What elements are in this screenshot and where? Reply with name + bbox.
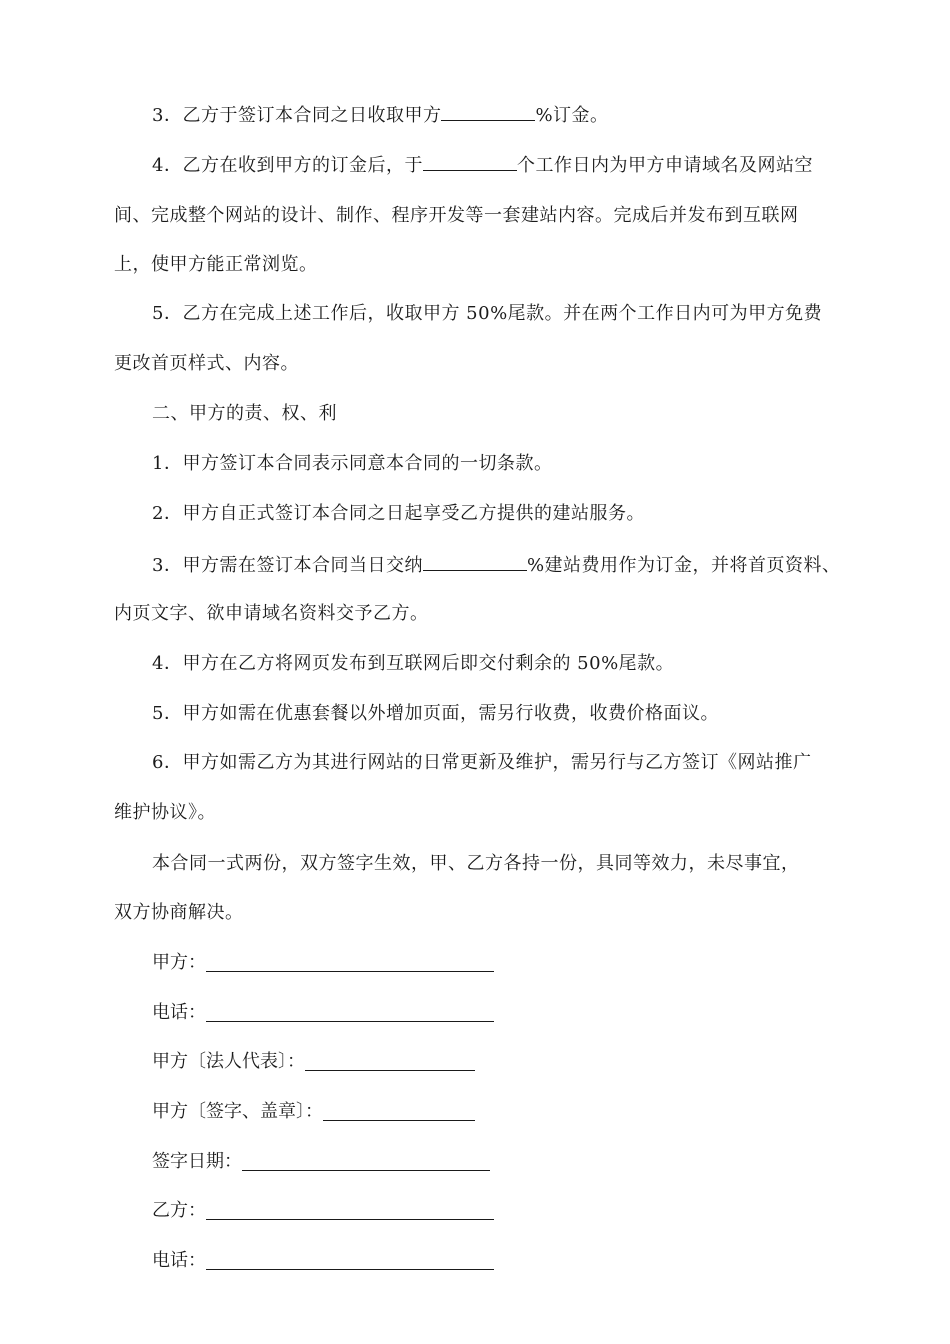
s2-3-text-after: %建站费用作为订金，并将首页资料、 [526,555,841,576]
party-a-field[interactable] [206,953,494,972]
clause-5-line-1: 5．乙方在完成上述工作后，收取甲方 50%尾款。并在两个工作日内可为甲方免费 [152,303,823,324]
clause-4-text-after: 个工作日内为甲方申请域名及网站空 [516,155,813,176]
phone-b-label: 电话： [152,1250,206,1271]
section-2-item-6-line-1: 6．甲方如需乙方为其进行网站的日常更新及维护，需另行与乙方签订《网站推广 [152,752,812,773]
clause-4-line-3: 上，使甲方能正常浏览。 [114,254,318,275]
section-2-title: 二、甲方的责、权、利 [152,403,337,424]
party-b-row [152,1199,494,1223]
clause-3-text-before: 3．乙方于签订本合同之日收取甲方 [152,105,442,126]
s2-3-text-before: 3．甲方需在签订本合同当日交纳 [152,555,423,576]
legal-rep-field[interactable] [305,1052,475,1071]
party-a-label: 甲方： [152,952,206,973]
legal-rep-row [152,1050,475,1074]
clause-5-line-2: 更改首页样式、内容。 [114,353,299,374]
workdays-blank [423,152,517,171]
fee-percent-blank [423,552,527,571]
section-2-item-5: 5．甲方如需在优惠套餐以外增加页面，需另行收费，收费价格面议。 [152,703,719,724]
section-2-item-3-line-2: 内页文字、欲申请域名资料交予乙方。 [114,603,429,624]
clause-3-text-after: %订金。 [535,105,609,126]
section-2-item-4: 4．甲方在乙方将网页发布到互联网后即交付剩余的 50%尾款。 [152,653,675,674]
section-2-item-1: 1．甲方签订本合同表示同意本合同的一切条款。 [152,453,553,474]
section-2-item-2: 2．甲方自正式签订本合同之日起享受乙方提供的建站服务。 [152,503,645,524]
party-a-row [152,951,494,975]
sign-date-label: 签字日期： [152,1151,242,1172]
clause-4-line-1 [152,152,813,178]
party-b-field[interactable] [206,1201,494,1220]
sign-date-field[interactable] [242,1152,490,1171]
phone-b-field[interactable] [206,1251,494,1270]
sign-seal-row [152,1100,475,1124]
closing-line-2: 双方协商解决。 [114,902,244,923]
phone-a-row [152,1001,494,1025]
party-b-label: 乙方： [152,1200,206,1221]
phone-a-field[interactable] [206,1003,494,1022]
section-2-item-3-line-1 [152,552,841,578]
sign-seal-field[interactable] [323,1102,475,1121]
deposit-percent-blank [441,102,535,121]
clause-4-text-before: 4．乙方在收到甲方的订金后，于 [152,155,423,176]
clause-3 [152,102,609,128]
sign-date-row [152,1150,490,1174]
clause-4-line-2: 间、完成整个网站的设计、制作、程序开发等一套建站内容。完成后并发布到互联网 [114,205,799,226]
closing-line-1: 本合同一式两份，双方签字生效，甲、乙方各持一份，具同等效力，未尽事宜， [152,853,800,874]
sign-seal-label: 甲方〔签字、盖章〕： [152,1101,323,1122]
phone-b-row [152,1249,494,1273]
phone-a-label: 电话： [152,1002,206,1023]
section-2-item-6-line-2: 维护协议》。 [114,802,216,823]
legal-rep-label: 甲方〔法人代表〕： [152,1051,305,1072]
